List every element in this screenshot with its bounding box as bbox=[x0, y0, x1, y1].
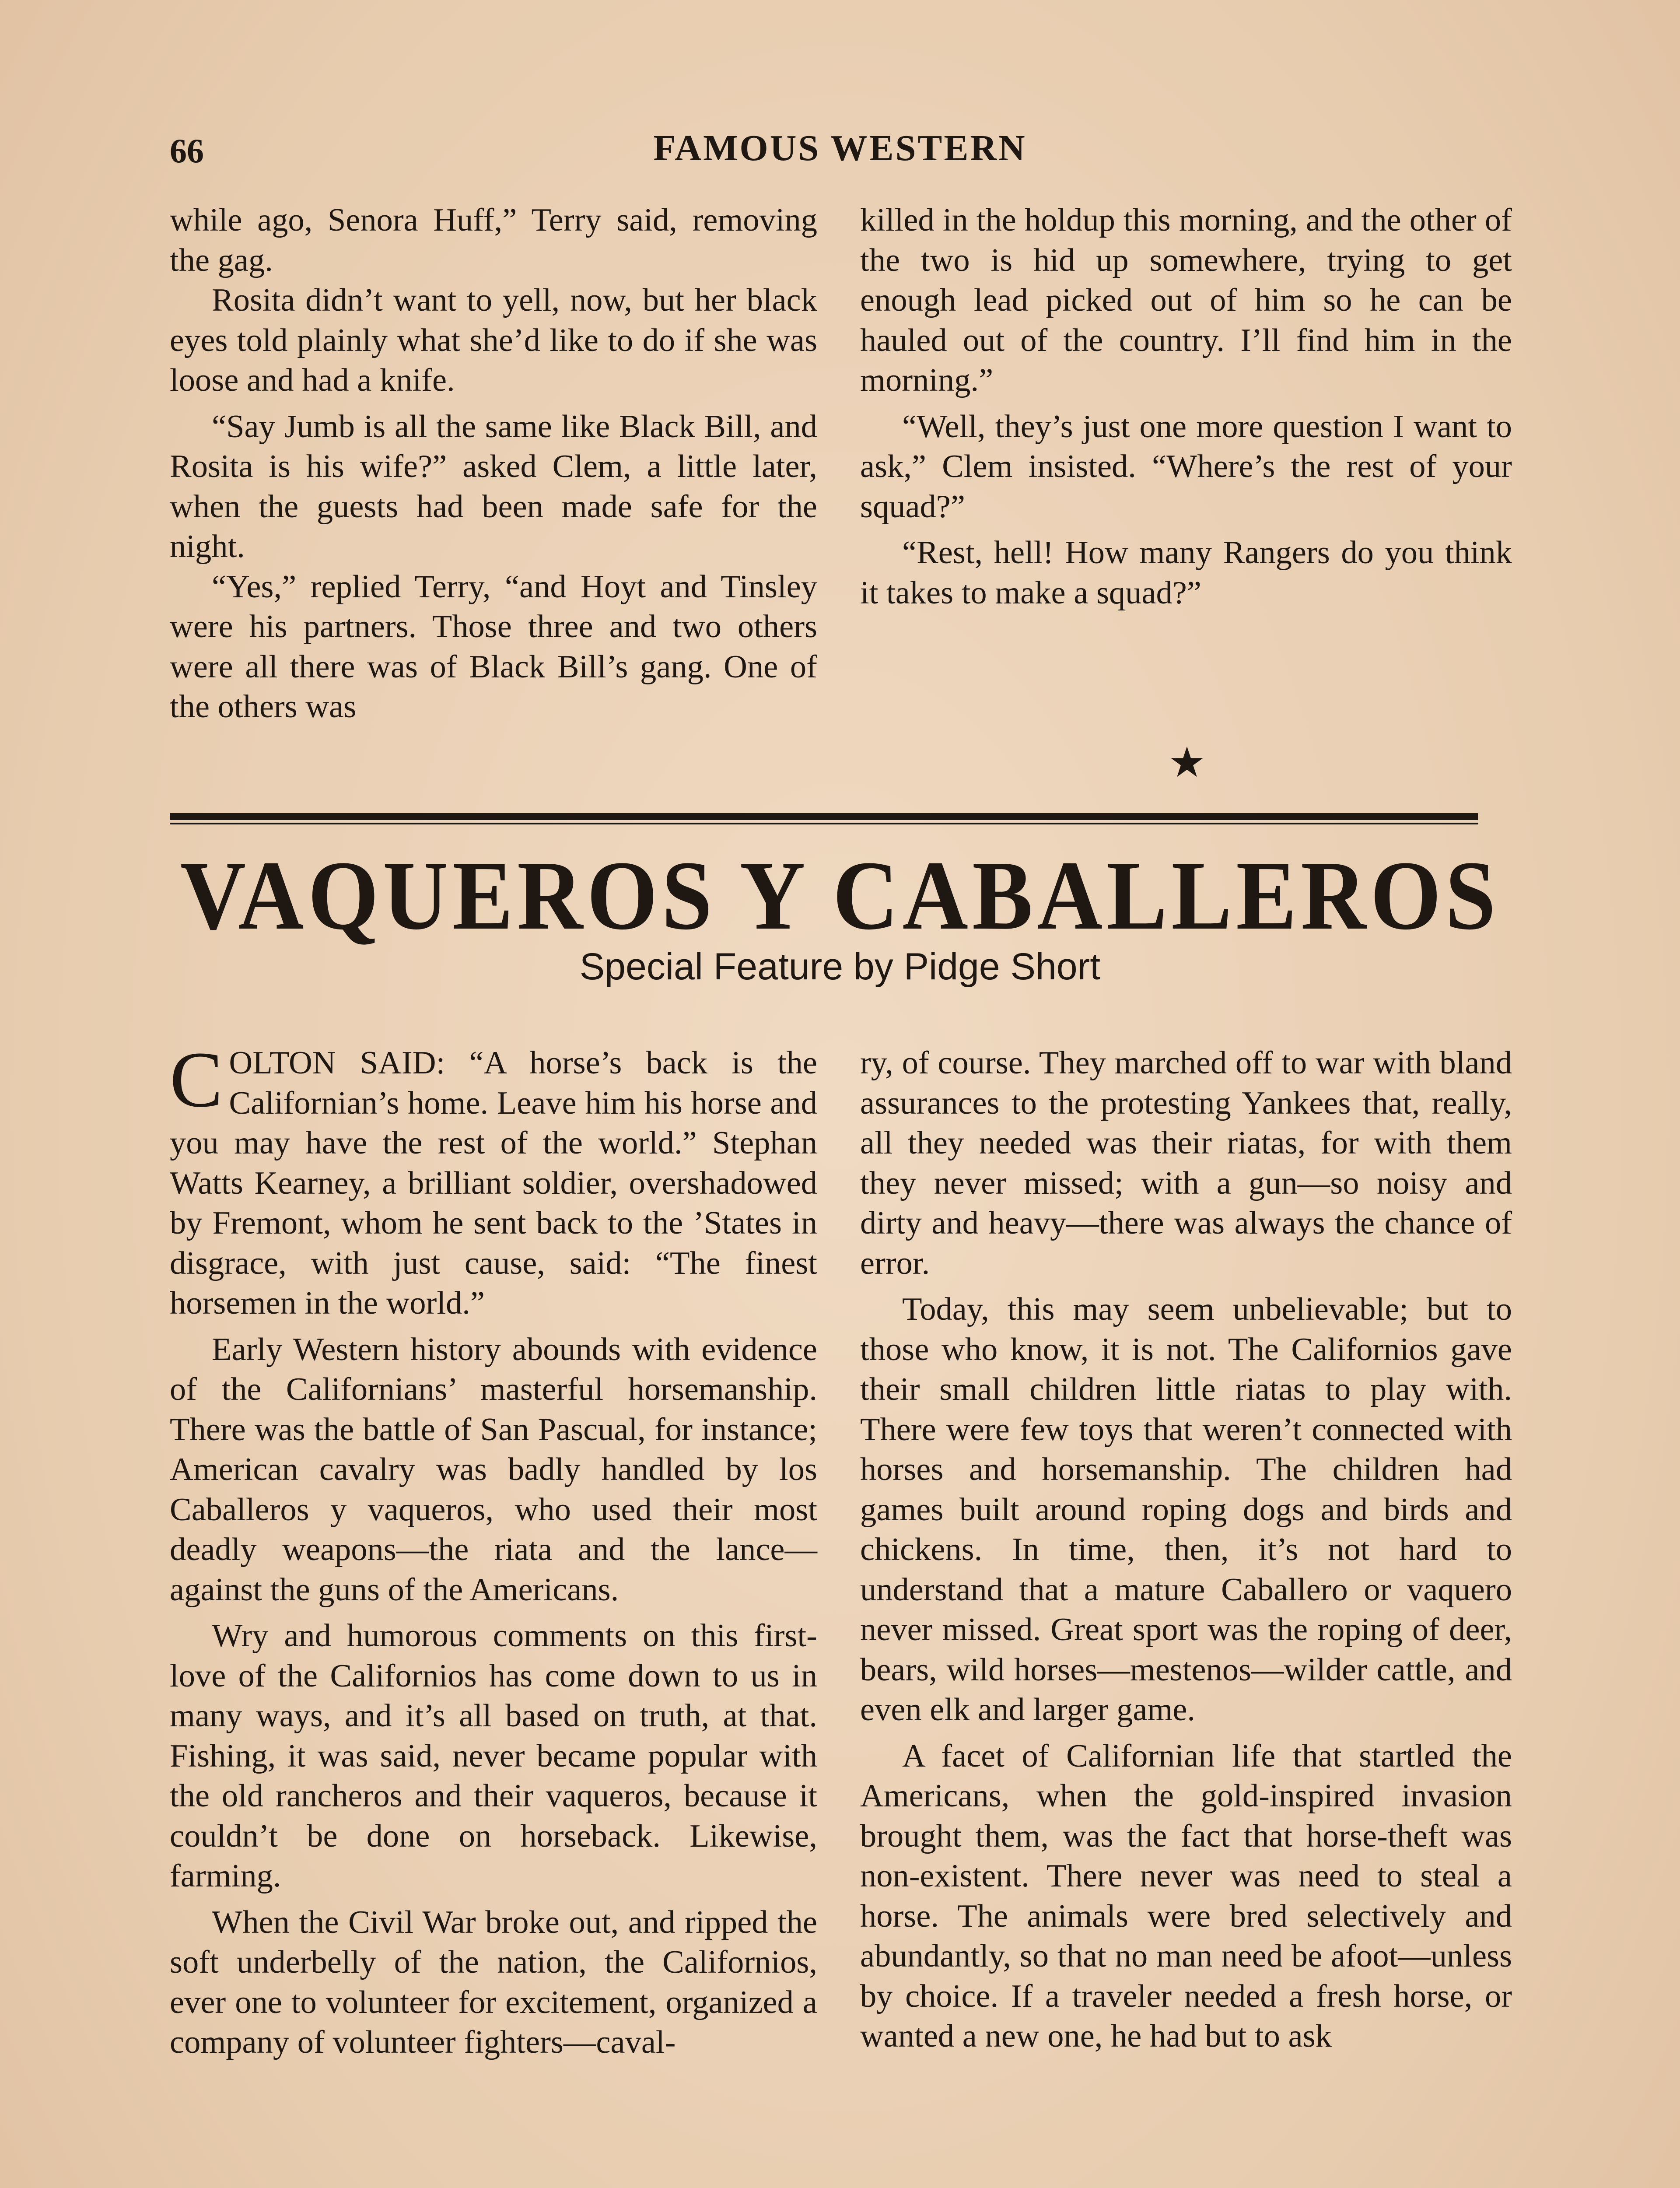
section-divider-rule-thin bbox=[170, 823, 1478, 824]
feature-column-2 bbox=[860, 1043, 1512, 2057]
opening-text: OLTON SAID: “A horse’s back is the Californian’s home. Leave him his horse and you may have the rest of the world.” Stephan Watts Kearney, a brilliant soldier, overshadowed by Fremont, whom he sent back to the ’States in disgrace, with just cause, said: “The finest horsemen in the world.” bbox=[170, 1045, 817, 1321]
paragraph: “Say Jumb is all the same like Black Bill, and Rosita is his wife?” asked Clem, a little later, when the guests had been made safe for the night. bbox=[170, 408, 817, 565]
paragraph: Early Western history abounds with evidence of the Californians’ masterful horsemanship. There was the battle of San Pascual, for instance; American cavalry was badly handled by los Caballeros y vaqueros, who used their most deadly weapons—the riata and the lance—against the guns of the Americans. bbox=[170, 1331, 817, 1608]
feature-column-1 bbox=[170, 1036, 817, 2063]
feature-byline: Special Feature by Pidge Short bbox=[579, 946, 1101, 988]
paragraph: Wry and humorous comments on this first-love of the Californios has come down to us in many ways, and it’s all based on truth, at that. Fishing, it was said, never became popular with the old rancheros and their vaqueros, because it couldn’t be done on horseback. Likewise, farming. bbox=[170, 1618, 817, 1894]
page-number: 66 bbox=[170, 132, 204, 170]
paragraph: “Yes,” replied Terry, “and Hoyt and Tinsley were his partners. Those three and two others were all there was of Black Bill’s gang. One of the others was bbox=[170, 568, 817, 725]
story-end-star-icon: ★ bbox=[1168, 739, 1206, 786]
paragraph: Rosita didn’t want to yell, now, but her black eyes told plainly what she’d like to do if she was loose and had a knife. bbox=[170, 282, 817, 398]
paragraph: ry, of course. They marched off to war with bland assurances to the protesting Yankees that, really, all they needed was their riatas, for with them they never missed; with a gun—so noisy and dirty and heavy—there was always the chance of error. bbox=[860, 1045, 1512, 1281]
previous-story-column-2 bbox=[860, 200, 1512, 613]
paragraph: A facet of Californian life that startled the Americans, when the gold-inspired invasion brought them, was the fact that horse-theft was non-existent. There never was need to steal a horse. The animals were bred selectively and abundantly, so that no man need be afoot—unless by choice. If a traveler needed a fresh horse, or wanted a new one, he had but to ask bbox=[860, 1738, 1512, 2054]
paragraph: while ago, Senora Huff,” Terry said, removing the gag. bbox=[170, 202, 817, 278]
running-head-title: FAMOUS WESTERN bbox=[653, 128, 1027, 168]
paragraph: killed in the holdup this morning, and the other of the two is hid up somewhere, trying to get enough lead picked out of him so he can be hauled out of the country. I’ll find him in the morning.” bbox=[860, 202, 1512, 398]
paragraph: Today, this may seem unbelievable; but to those who know, it is not. The Californios gave their small children little riatas to play with. There were few toys that weren’t connected with horses and horsemanship. The children had games built around roping dogs and birds and chickens. In time, then, it’s not hard to understand that a mature Caballero or vaquero never missed. Great sport was the roping of deer, bears, wild horses—mestenos—wilder cattle, and even elk and larger game. bbox=[860, 1291, 1512, 1728]
opening-paragraph bbox=[170, 1036, 817, 1324]
drop-cap: C bbox=[170, 1036, 223, 1124]
paragraph: When the Civil War broke out, and ripped the soft underbelly of the nation, the Californios, ever one to volunteer for excitement, organized a company of volunteer fighters—caval- bbox=[170, 1904, 817, 2060]
section-divider-rule bbox=[170, 813, 1478, 820]
paragraph: “Rest, hell! How many Rangers do you think it takes to make a squad?” bbox=[860, 535, 1512, 611]
feature-title: VAQUEROS Y CABALLEROS bbox=[180, 841, 1500, 950]
paragraph: “Well, they’s just one more question I want to ask,” Clem insisted. “Where’s the rest of your squad?” bbox=[860, 408, 1512, 525]
previous-story-column-1 bbox=[170, 200, 817, 727]
